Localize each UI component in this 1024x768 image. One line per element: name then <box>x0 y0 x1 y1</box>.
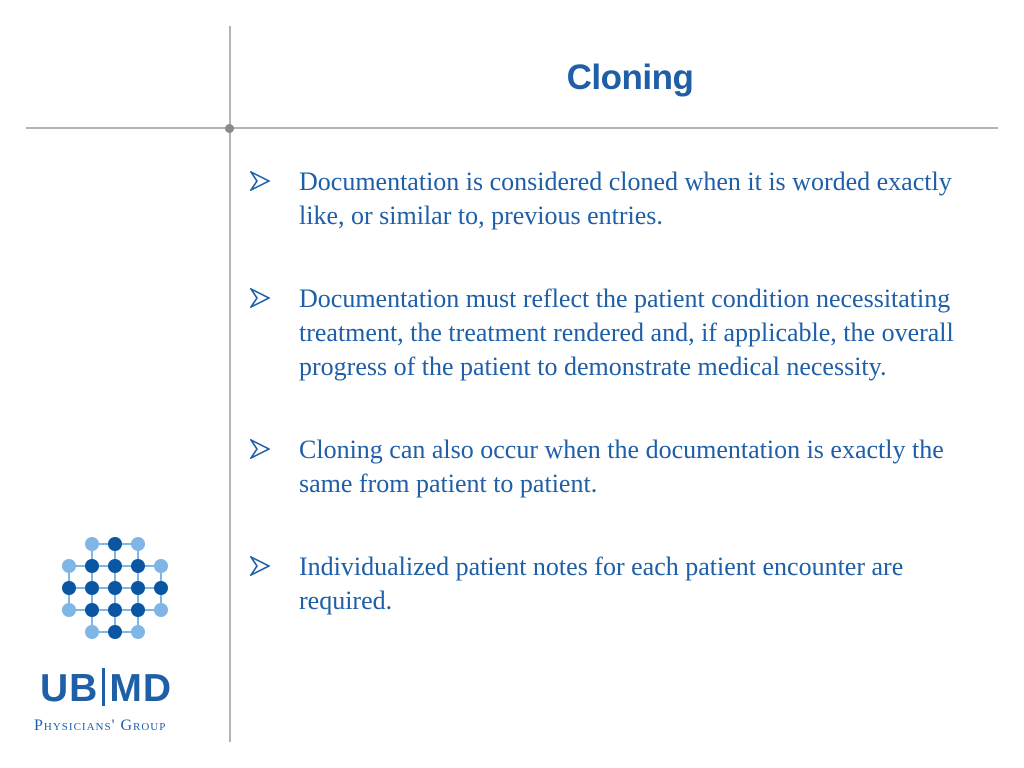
bullet-item <box>250 165 970 233</box>
bullet-item <box>250 550 970 618</box>
logo-wordmark <box>40 667 190 711</box>
arrowhead-bullet-icon <box>250 556 270 576</box>
dot-grid-logo-icon <box>56 532 176 650</box>
bullet-text: Documentation is considered cloned when it is worded exactly like, or similar to, previous entries. <box>299 167 952 230</box>
logo-subtitle: Physicians' Group <box>34 717 167 734</box>
divider-joint-dot <box>225 124 234 133</box>
arrowhead-bullet-icon <box>250 439 270 459</box>
vertical-divider <box>229 26 231 742</box>
bullet-item <box>250 282 970 384</box>
horizontal-divider <box>26 127 998 129</box>
bullet-text: Cloning can also occur when the documentation is exactly the same from patient to patient. <box>299 435 944 498</box>
arrowhead-bullet-icon <box>250 171 270 191</box>
logo-ub: UB <box>40 667 99 710</box>
logo-md: MD <box>109 667 172 710</box>
bullet-text: Individualized patient notes for each patient encounter are required. <box>299 552 904 615</box>
bullet-text: Documentation must reflect the patient condition necessitating treatment, the treatment rendered and, if applicable, the overall progress of the patient to demonstrate medical necessity. <box>299 284 954 381</box>
slide-title: Cloning <box>566 58 694 97</box>
logo-separator <box>102 668 105 706</box>
bullet-list <box>250 165 970 618</box>
bullet-item <box>250 433 970 501</box>
arrowhead-bullet-icon <box>250 288 270 308</box>
